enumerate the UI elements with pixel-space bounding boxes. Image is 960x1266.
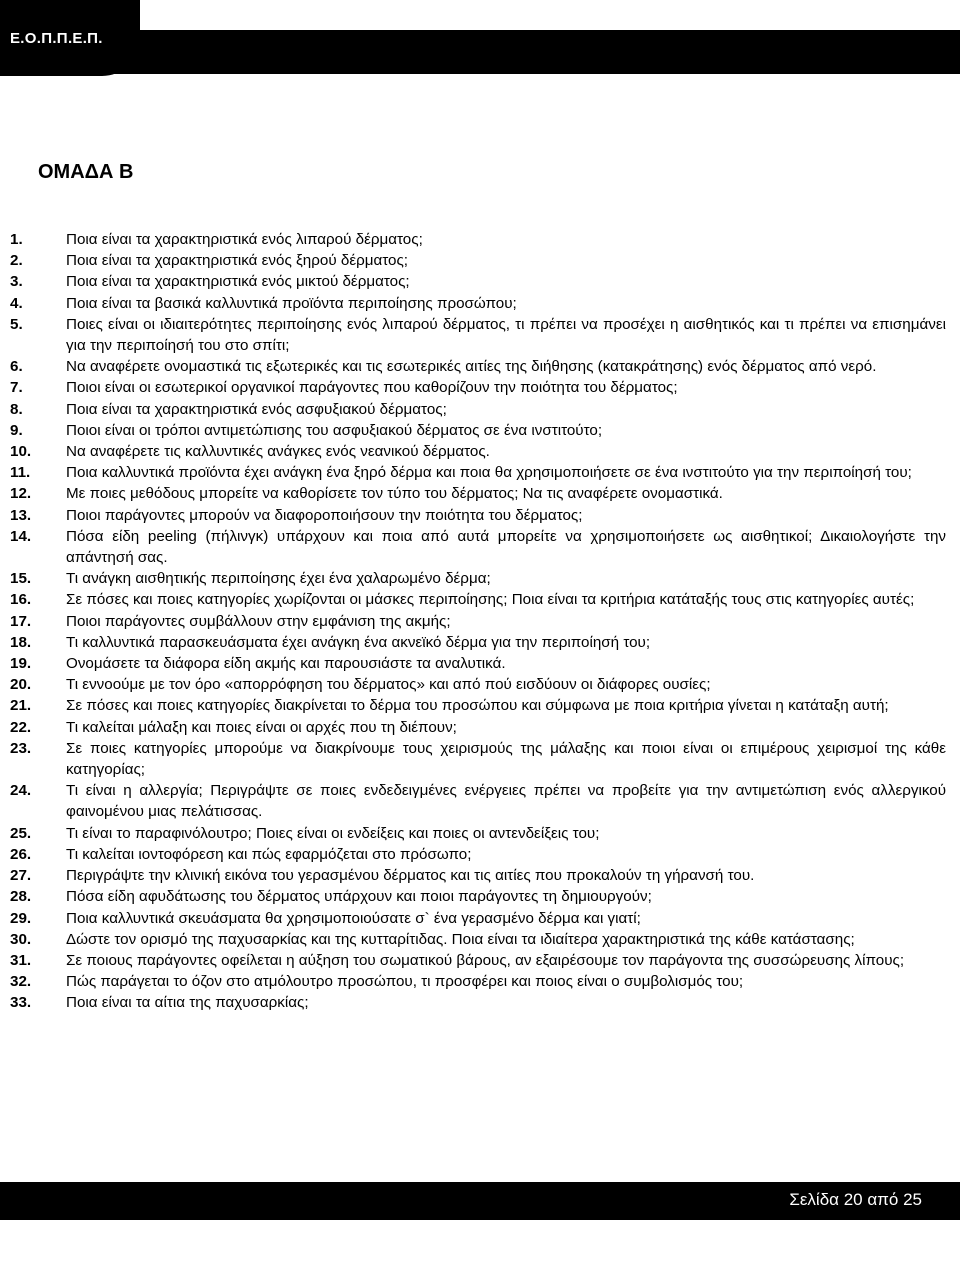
question-number: 28. bbox=[10, 888, 32, 906]
question-text: Δώστε τον ορισμό της παχυσαρκίας και της κυτταρίτιδας. Ποια είναι τα ιδιαίτερα χαρακτηριστικά της κάθε κατάστασης; bbox=[66, 930, 855, 948]
question-item bbox=[0, 674, 960, 695]
question-text: Πόσα είδη peeling (πήλινγκ) υπάρχουν και ποια από αυτά μπορείτε να χρησιμοποιήσετε ως αισθητικοί; Δικαιολογήστε την απάντησή σας. bbox=[66, 527, 946, 567]
question-number: 3. bbox=[10, 273, 23, 291]
question-number: 17. bbox=[10, 612, 32, 630]
question-text: Ποια είναι τα βασικά καλλυντικά προϊόντα περιποίησης προσώπου; bbox=[66, 294, 517, 312]
question-item bbox=[0, 908, 960, 929]
question-item bbox=[0, 780, 960, 822]
question-text: Με ποιες μεθόδους μπορείτε να καθορίσετε τον τύπο του δέρματος; Να τις αναφέρετε ονομαστικά. bbox=[66, 485, 723, 503]
question-number: 16. bbox=[10, 591, 32, 609]
question-item bbox=[0, 992, 960, 1013]
header-organization: Ε.Ο.Π.Π.Ε.Π. bbox=[10, 30, 103, 47]
question-number: 5. bbox=[10, 315, 23, 333]
question-text: Ποια καλλυντικά σκευάσματα θα χρησιμοποιούσατε σ` ένα γερασμένο δέρμα και γιατί; bbox=[66, 909, 641, 927]
question-number: 31. bbox=[10, 951, 32, 969]
question-number: 8. bbox=[10, 400, 23, 418]
question-text: Πώς παράγεται το όζον στο ατμόλουτρο προσώπου, τι προσφέρει και ποιος είναι ο συμβολισμός του; bbox=[66, 973, 744, 991]
question-item bbox=[0, 950, 960, 971]
question-text: Ποια καλλυντικά προϊόντα έχει ανάγκη ένα ξηρό δέρμα και ποια θα χρησιμοποιήσετε σε ένα ινστιτούτο για την περιποίησή του; bbox=[66, 464, 912, 482]
question-text: Τι είναι το παραφινόλουτρο; Ποιες είναι οι ενδείξεις και ποιες οι αντενδείξεις του; bbox=[66, 824, 600, 842]
question-item bbox=[0, 441, 960, 462]
question-text: Ποιοι είναι οι τρόποι αντιμετώπισης του ασφυξιακού δέρματος σε ένα ινστιτούτο; bbox=[66, 421, 603, 439]
question-number: 22. bbox=[10, 718, 32, 736]
question-text: Σε πόσες και ποιες κατηγορίες χωρίζονται οι μάσκες περιποίησης; Ποια είναι τα κριτήρια κατάταξής τους στις κατηγορίες αυτές; bbox=[66, 591, 915, 609]
question-item bbox=[0, 462, 960, 483]
question-text: Να αναφέρετε τις καλλυντικές ανάγκες ενός νεανικού δέρματος. bbox=[66, 443, 490, 461]
question-item bbox=[0, 526, 960, 568]
question-item bbox=[0, 929, 960, 950]
question-number: 11. bbox=[10, 464, 31, 482]
page-number: Σελίδα 20 από 25 bbox=[789, 1190, 922, 1209]
question-number: 32. bbox=[10, 973, 32, 991]
question-number: 14. bbox=[10, 527, 32, 545]
question-text: Σε ποιους παράγοντες οφείλεται η αύξηση του σωματικού βάρους, αν εξαιρέσουμε τον παράγοντα της συσσώρευσης λίπους; bbox=[66, 951, 905, 969]
question-text: Ποιοι παράγοντες συμβάλλουν στην εμφάνιση της ακμής; bbox=[66, 612, 451, 630]
question-text: Ποιες είναι οι ιδιαιτερότητες περιποίησης ενός λιπαρού δέρματος, τι πρέπει να προσέχει η αισθητικός και τι πρέπει να επισημάνει για την περιποίησή του στο σπίτι; bbox=[66, 315, 946, 355]
question-item bbox=[0, 505, 960, 526]
question-text: Ποια είναι τα χαρακτηριστικά ενός ασφυξιακού δέρματος; bbox=[66, 400, 447, 418]
question-item bbox=[0, 886, 960, 907]
question-number: 6. bbox=[10, 358, 23, 376]
question-item bbox=[0, 717, 960, 738]
question-item bbox=[0, 695, 960, 716]
question-number: 33. bbox=[10, 994, 32, 1012]
question-number: 27. bbox=[10, 867, 32, 885]
question-text: Τι καλείται ιοντοφόρεση και πώς εφαρμόζεται στο πρόσωπο; bbox=[66, 845, 472, 863]
question-item bbox=[0, 865, 960, 886]
question-item bbox=[0, 356, 960, 377]
group-title: ΟΜΑΔΑ Β bbox=[38, 161, 134, 183]
question-text: Περιγράψτε την κλινική εικόνα του γερασμένου δέρματος και τις αιτίες που προκαλούν τη γήρανσή του. bbox=[66, 867, 755, 885]
question-item bbox=[0, 229, 960, 250]
question-text: Να αναφέρετε ονομαστικά τις εξωτερικές και τις εσωτερικές αιτίες της διήθησης (κατακράτησης) ενός δέρματος από νερό. bbox=[66, 358, 877, 376]
header-organization-tab bbox=[0, 0, 140, 76]
question-item bbox=[0, 632, 960, 653]
question-item bbox=[0, 568, 960, 589]
question-list bbox=[0, 229, 960, 1014]
question-number: 20. bbox=[10, 676, 32, 694]
question-number: 4. bbox=[10, 294, 23, 312]
question-item bbox=[0, 738, 960, 780]
question-item bbox=[0, 611, 960, 632]
question-number: 30. bbox=[10, 930, 32, 948]
question-number: 25. bbox=[10, 824, 32, 842]
question-number: 29. bbox=[10, 909, 32, 927]
question-number: 15. bbox=[10, 570, 32, 588]
question-item bbox=[0, 250, 960, 271]
question-text: Ονομάσετε τα διάφορα είδη ακμής και παρουσιάστε τα αναλυτικά. bbox=[66, 655, 506, 673]
question-text: Ποια είναι τα χαρακτηριστικά ενός ξηρού δέρματος; bbox=[66, 252, 409, 270]
header-bar bbox=[0, 30, 960, 91]
question-text: Ποια είναι τα χαρακτηριστικά ενός μικτού δέρματος; bbox=[66, 273, 410, 291]
question-number: 10. bbox=[10, 443, 32, 461]
question-item bbox=[0, 483, 960, 504]
question-text: Τι καλλυντικά παρασκευάσματα έχει ανάγκη ένα ακνεϊκό δέρμα για την περιποίησή του; bbox=[66, 633, 651, 651]
question-item bbox=[0, 377, 960, 398]
question-item bbox=[0, 399, 960, 420]
question-number: 9. bbox=[10, 421, 23, 439]
question-number: 13. bbox=[10, 506, 32, 524]
question-item bbox=[0, 293, 960, 314]
question-text: Πόσα είδη αφυδάτωσης του δέρματος υπάρχουν και ποιοι παράγοντες τη δημιουργούν; bbox=[66, 888, 652, 906]
question-number: 19. bbox=[10, 655, 32, 673]
question-item bbox=[0, 589, 960, 610]
question-item bbox=[0, 844, 960, 865]
question-item bbox=[0, 314, 960, 356]
question-number: 2. bbox=[10, 252, 23, 270]
question-number: 23. bbox=[10, 739, 32, 757]
question-item bbox=[0, 420, 960, 441]
question-item bbox=[0, 653, 960, 674]
question-number: 1. bbox=[10, 231, 23, 248]
question-number: 18. bbox=[10, 633, 32, 651]
question-text: Τι καλείται μάλαξη και ποιες είναι οι αρχές που τη διέπουν; bbox=[66, 718, 457, 736]
question-number: 24. bbox=[10, 782, 32, 800]
question-text: Τι εννοούμε με τον όρο «απορρόφηση του δέρματος» και από πού εισδύουν οι διάφορες ουσίες; bbox=[66, 676, 711, 694]
question-number: 7. bbox=[10, 379, 23, 397]
question-text: Ποιοι παράγοντες μπορούν να διαφοροποιήσουν την ποιότητα του δέρματος; bbox=[66, 506, 583, 524]
question-item bbox=[0, 971, 960, 992]
footer bbox=[0, 1182, 960, 1220]
question-number: 21. bbox=[10, 697, 32, 715]
question-text: Τι ανάγκη αισθητικής περιποίησης έχει ένα χαλαρωμένο δέρμα; bbox=[66, 570, 491, 588]
question-number: 26. bbox=[10, 845, 32, 863]
question-text: Ποια είναι τα αίτια της παχυσαρκίας; bbox=[66, 994, 309, 1012]
question-text: Ποιοι είναι οι εσωτερικοί οργανικοί παράγοντες που καθορίζουν την ποιότητα του δέρματος; bbox=[66, 379, 678, 397]
question-item bbox=[0, 271, 960, 292]
question-text: Σε πόσες και ποιες κατηγορίες διακρίνεται το δέρμα του προσώπου και σύμφωνα με ποια κριτήρια γίνεται η κατάταξη αυτή; bbox=[66, 697, 889, 715]
header-specialty: ΕΙΔΙΚΟΣ ΕΦΑΡΜΟΓΩΝ ΑΙΣΘΗΤΙΚΗΣ bbox=[379, 74, 641, 91]
question-text: Τι είναι η αλλεργία; Περιγράψτε σε ποιες ενδεδειγμένες ενέργειες πρέπει να προβείτε για την αντιμετώπιση ενός αλλεργικού φαινομένου μιας πελάτισσας. bbox=[66, 782, 946, 821]
question-item bbox=[0, 823, 960, 844]
question-number: 12. bbox=[10, 485, 32, 503]
question-text: Σε ποιες κατηγορίες μπορούμε να διακρίνουμε τους χειρισμούς της μάλαξης και ποιοι είναι οι επιμέρους χειρισμοί της κάθε κατηγορίας; bbox=[66, 739, 946, 779]
question-text: Ποια είναι τα χαρακτηριστικά ενός λιπαρού δέρματος; bbox=[66, 231, 423, 248]
